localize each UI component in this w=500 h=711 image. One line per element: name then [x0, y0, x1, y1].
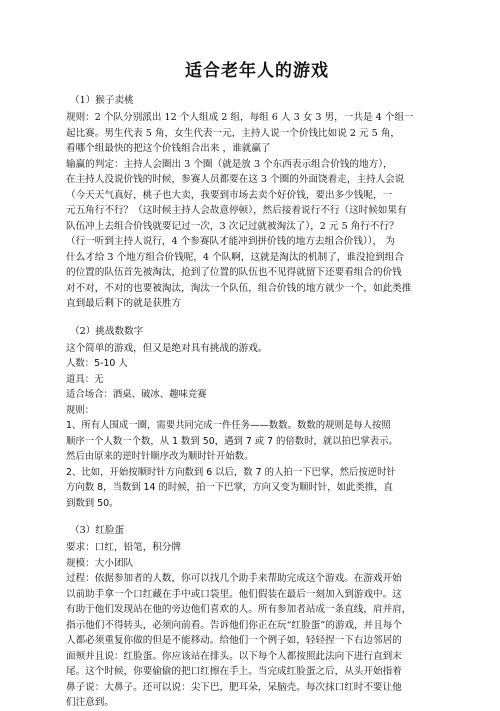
document-title: 适合老年人的游戏	[185, 61, 329, 81]
paragraph-line: 看哪个组最快的把这个价钱组合出来 ，谁就赢了	[66, 143, 271, 154]
paragraph-line: 们注意到。	[66, 697, 114, 708]
paragraph-line: 人都必须重复你做的但是不能移动。给他们一个例子如，轻轻捏一下右边邻居的	[66, 635, 402, 646]
paragraph-line: 在主持人没说价钱的时候，参赛人员都要在这 3 个圈的外面饶着走，主持人会说	[66, 174, 405, 185]
paragraph-line: （行一听到主持人说行，4 个参赛队才能冲到拼价钱的地方去组合价钱））， 为	[66, 236, 395, 247]
section-red-cheeks	[66, 523, 448, 711]
section-heading: （2）挑战数数字	[70, 325, 144, 337]
paragraph-line: 1、所有人围成一圈，需要共同完成一件任务——数数。数数的规则是每人按照	[66, 420, 391, 431]
paragraph-line: 什么才给 3 个地方组合价钱呢，4 个队啊，这就是淘汰的机制了，谁没抢到组合	[66, 251, 404, 263]
paragraph-line: 的位置的队伍首先被淘汰，抢到了位置的队伍也不见得就留下还要看组合的价钱	[66, 267, 402, 278]
paragraph-line: 有助于他们发现站在他的旁边他们喜欢的人。所有参加者站成一条直线，肩并肩，	[66, 604, 412, 615]
paragraph-line: 适合场合：酒桌、破冰、趣味竞赛	[66, 389, 207, 400]
paragraph-line: 过程：依据参加者的人数，你可以找几个助手来帮助完成这个游戏。在游戏开始	[66, 573, 402, 584]
paragraph-line: 对不对，不对的也要被淘汰，淘汰一个队伍，组合价钱的地方就少一个，如此类推	[66, 282, 412, 294]
section-heading: （1）猴子卖桃	[70, 95, 134, 106]
paragraph-line: 要求：口红，铅笔，积分牌	[66, 542, 182, 553]
paragraph-line: 方向数 8，当数到 14 的时候，拍一下巴掌，方向又变为顺时针，如此类推，直	[66, 482, 393, 493]
section-counting-challenge	[66, 324, 448, 512]
paragraph-line: 以前助手拿一个口红藏在手中或口袋里。他们假装在最后一刻加入到游戏中。这	[66, 588, 402, 600]
paragraph-line: 指示他们不得转头，必须向前看。告诉他们你正在玩“红脸蛋”的游戏，并且每个	[66, 619, 402, 631]
paragraph-line: 尾。这个时候，你要偷偷的把口红擦在手上。当完成红脸蛋之后，从头开始指着	[66, 666, 402, 677]
paragraph-line: 到数到 50。	[66, 497, 119, 509]
paragraph-line: 人数：5-10 人	[66, 358, 128, 369]
paragraph-line: 面颊并且说：红脸蛋。你应该站在排头。以下每个人都按照此法向下进行直到末	[66, 650, 402, 662]
paragraph-line: 元五角行不行？（这时候主持人会故意停顿），然后接着说行不行（这时候如果有	[66, 205, 407, 216]
section-heading: （3）红脸蛋	[70, 525, 125, 536]
paragraph-line: （今天天气真好，桃子也大卖，我要到市场去卖个好价钱，要出多少钱呢，一	[66, 189, 393, 201]
paragraph-line: 直到最后剩下的就是获胜方	[66, 298, 182, 309]
paragraph-line: 2、比如，开始按顺时针方向数到 6 以后，数 7 的人拍一下巴掌，然后按逆时针	[66, 466, 396, 478]
paragraph-line: 道具：无	[66, 373, 104, 385]
paragraph-line: 输赢的判定：主持人会圈出 3 个圈（就是放 3 个东西表示组合价钱的地方），	[66, 158, 393, 170]
paragraph-line: 规则：2 个队分别派出 12 个人组成 2 组，每组 6 人 3 女 3 男，一共是 4 个组一	[66, 112, 414, 123]
paragraph-line: 规则：	[66, 404, 95, 416]
section-monkey-sells-peaches	[66, 93, 448, 312]
paragraph-line: 鼻子说：大鼻子。还可以说：尖下巴，肥耳朵，呆脑壳。每次抹口红时不要让他	[66, 681, 402, 693]
paragraph-line: 队伍冲上去组合价钱就要记过一次，3 次记过就被淘汰了），2 元 5 角行不行？	[66, 220, 399, 232]
paragraph-line: 规模：大小团队	[66, 557, 134, 569]
paragraph-line: 顺序一个人数一个数，从 1 数到 50，遇到 7 或 7 的倍数时，就以拍巴掌表示。	[66, 435, 398, 447]
paragraph-line: 然后由原来的逆时针顺序改为顺时针开始数。	[66, 451, 254, 462]
paragraph-line: 起比赛。男生代表 5 角，女生代表一元，主持人说一个价钱比如说 2 元 5 角，	[66, 127, 401, 139]
paragraph-line: 这个简单的游戏，但又是绝对具有挑战的游戏。	[66, 342, 268, 354]
